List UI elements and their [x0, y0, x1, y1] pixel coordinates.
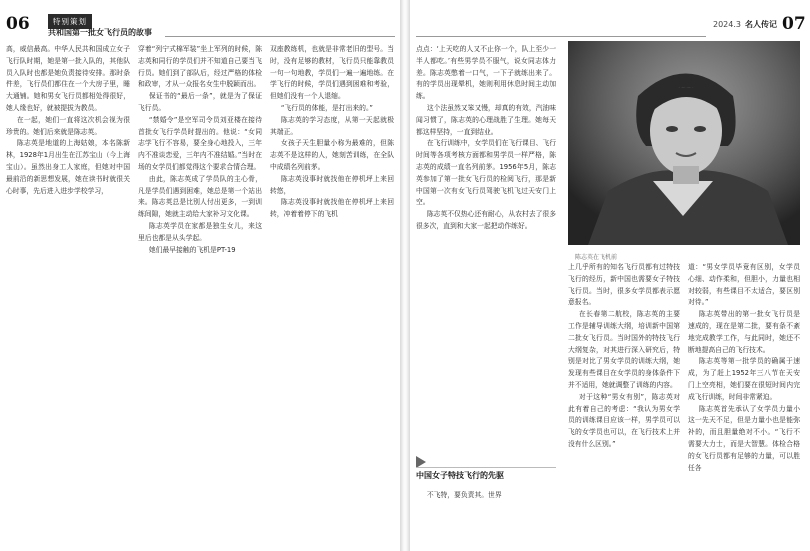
paragraph: 陈志英等第一批学员的确属于速成，为了赶上1952年三八节在天安门上空亮相，她们要在很短时间内完成飞行训练，时间非常紧迫。: [688, 357, 800, 401]
photo-caption: 陈志英在飞机前: [575, 254, 618, 261]
paragraph: 不飞特，要负责其。世界: [426, 491, 502, 499]
paragraph: 陈志英没事时就找他在停机坪上来回转悠，: [270, 174, 394, 195]
paragraph: 穿着“列宁式棉军装”坐上军列的时候，陈志英和同行的学员们并不知道自己要当飞行员。她们到了部队后，经过严格的体检和政审，才从一众报名女生中脱颖而出。: [138, 45, 262, 89]
paragraph: 在一起，她们一直将这次机会视为很珍贵的。她们后来就是陈志英。: [6, 115, 130, 136]
paragraph: 她们最早接触的飞机是PT-19: [148, 245, 236, 254]
magazine-name: 名人传记: [745, 20, 777, 29]
paragraph: 双座教练机，也就是非常老旧的型号。当时，没有足够的教材，飞行员只能靠教员一句一句地教，学员们一遍一遍地练。在学飞行的时候，学员们遇到困难和考验，但她们没有一个人退缩。: [270, 45, 394, 101]
paragraph: 道：“男女学员毕竟有区别，女学员心细、动作柔和，但胆小，力量也相对较弱，有些课目不太适合，要区别对待。”: [688, 263, 800, 307]
paragraph: “禁婚令”是空军司令员刘亚楼在接待首批女飞行学员时提出的。他说：“女同志学飞行不容易，要全身心地投入，三年内不准谈恋爱，三年内不准结婚。”当时在场的女学员们都觉得这个要求合情合理。: [138, 115, 262, 171]
paragraph: 陈志英带出的第一批女飞行员是速成的，现在是第二批，要有条不紊地完成教学工作，与此同时，她还不断地提高自己的飞行技术。: [688, 310, 800, 354]
paragraph: 陈志英首先承认了女学员力量小这一先天不足，但是力量小也是能弥补的，而且胆量绝对不小。“飞行不需要大力士，而是大智慧。体检合格的女飞行员都有足够的力量，可以胜任各: [688, 404, 800, 472]
book-spine: [400, 0, 410, 551]
right-column-1-tail: [416, 490, 556, 545]
right-page-header: [410, 6, 810, 40]
left-page-header: [0, 6, 400, 40]
section-badge: 特别策划: [48, 14, 92, 29]
paragraph: 陈志英的学习态度，从第一天起就极其端正。: [270, 115, 394, 136]
portrait-photo: [568, 41, 800, 245]
paragraph: 上几乎所有的知名飞行员都有过特技飞行的经历，新中国也需要女子特技飞行员。当时，很多女学员都表示愿意报名。: [568, 263, 680, 307]
right-column-1: [416, 44, 556, 444]
right-column-3: [688, 262, 800, 547]
section-heading: 中国女子特技飞行的先驱: [416, 471, 504, 480]
paragraph: 点点：‘上天吃的人又不止你一个，队上至少一半人都吃。’有些男学员不服气，说女同志体力差。陈志英憋着一口气，一下子就练出来了。有的学员出现晕机，她则利用休息时间主动加练。: [416, 45, 556, 101]
paragraph: 在飞行训练中，女学员们在飞行课目、飞行时间等各项考核方面都和男学员一样严格，陈志英的成绩一直名列前茅。1956年5月，陈志英参加了第一批女飞行员的检阅飞行，那是新中国第一次有女飞行员驾驶飞机飞过天安门上空。: [416, 139, 556, 207]
left-page-number: 06: [6, 14, 30, 34]
left-column-1: [6, 44, 130, 544]
header-rule: [165, 36, 395, 37]
paragraph: 由此，陈志英成了学员队的主心骨，凡是学员们遇到困难，她总是第一个站出来。陈志英总是比别人付出更多，一到训练间隙，她就主动给大家补习文化课。: [138, 174, 262, 219]
paragraph: 女孩子天生胆量小称为最难的，但陈志英不是这样的人，她刻苦训练，在全队中成绩名列前茅。: [270, 139, 394, 171]
paragraph: 高，威信最高。中华人民共和国成立女子飞行队时期，她是第一批入队的，其他队员入队时也都是她负责接待安排。那时条件差，飞行员们都住在一个大房子里，睡大通铺。她和男女飞行员都相处得很好，她人缘也好，就被提拔为教员。: [6, 45, 130, 112]
article-subtitle: 共和国第一批女飞行员的故事: [48, 28, 152, 37]
paragraph: 保证书的“最后一条”，就是为了保证飞行员。: [138, 92, 262, 112]
paragraph: 陈志英不仅热心还有耐心，从农村去了很多很多次，直到和大家一起把动作练好。: [416, 210, 556, 230]
section-rule: [416, 467, 556, 468]
paragraph: 在长春第二航校，陈志英的主要工作是辅导训练大纲，培训新中国第二批女飞行员。当时国外的特技飞行大纲复杂，对其进行深入研究后，特别是对比了男女学员的训练大纲，她发现有些课目在女学员的身体条件下并不适用，她就调整了训练的内容。: [568, 310, 680, 389]
portrait-illustration: [568, 41, 800, 245]
paragraph: “飞行员的体能，是打出来的。”: [280, 103, 373, 112]
left-column-2: [138, 44, 262, 544]
paragraph: 这个法虽然又笨又慢，却真的有效，汽油味闻习惯了，陈志英的心理战胜了生理。她每天都这样坚持，一直到结业。: [416, 103, 556, 136]
right-page-number: 07: [782, 14, 806, 34]
right-page: [410, 0, 810, 551]
issue-date: 2024.3: [713, 20, 741, 29]
left-column-3: [270, 44, 394, 544]
paragraph: 陈志英是地道的上海姑娘，本名陈新林，1928年1月出生在江苏宝山（今上海宝山）。虽然出身工人家庭，但她对中国最前沿的新思想发展，她在读书时就很关心时事，先后进入进步学校学习，: [6, 139, 130, 195]
right-column-2: [568, 262, 680, 547]
header-rule: [416, 36, 706, 37]
paragraph: 陈志英没事时就找他在停机坪上来回转，冲着着停下的飞机: [270, 198, 394, 219]
paragraph: 对于这种“男女有别”，陈志英对此有着自己的考虑：“我认为男女学员的训练课目应该一样，男学员可以飞的女学员也可以，在飞行技术上并没有什么区别。”: [568, 392, 680, 448]
paragraph: 陈志英学员在家都是独生女儿，来这里后也都是从头学起。: [138, 221, 262, 242]
left-page: [0, 0, 400, 551]
